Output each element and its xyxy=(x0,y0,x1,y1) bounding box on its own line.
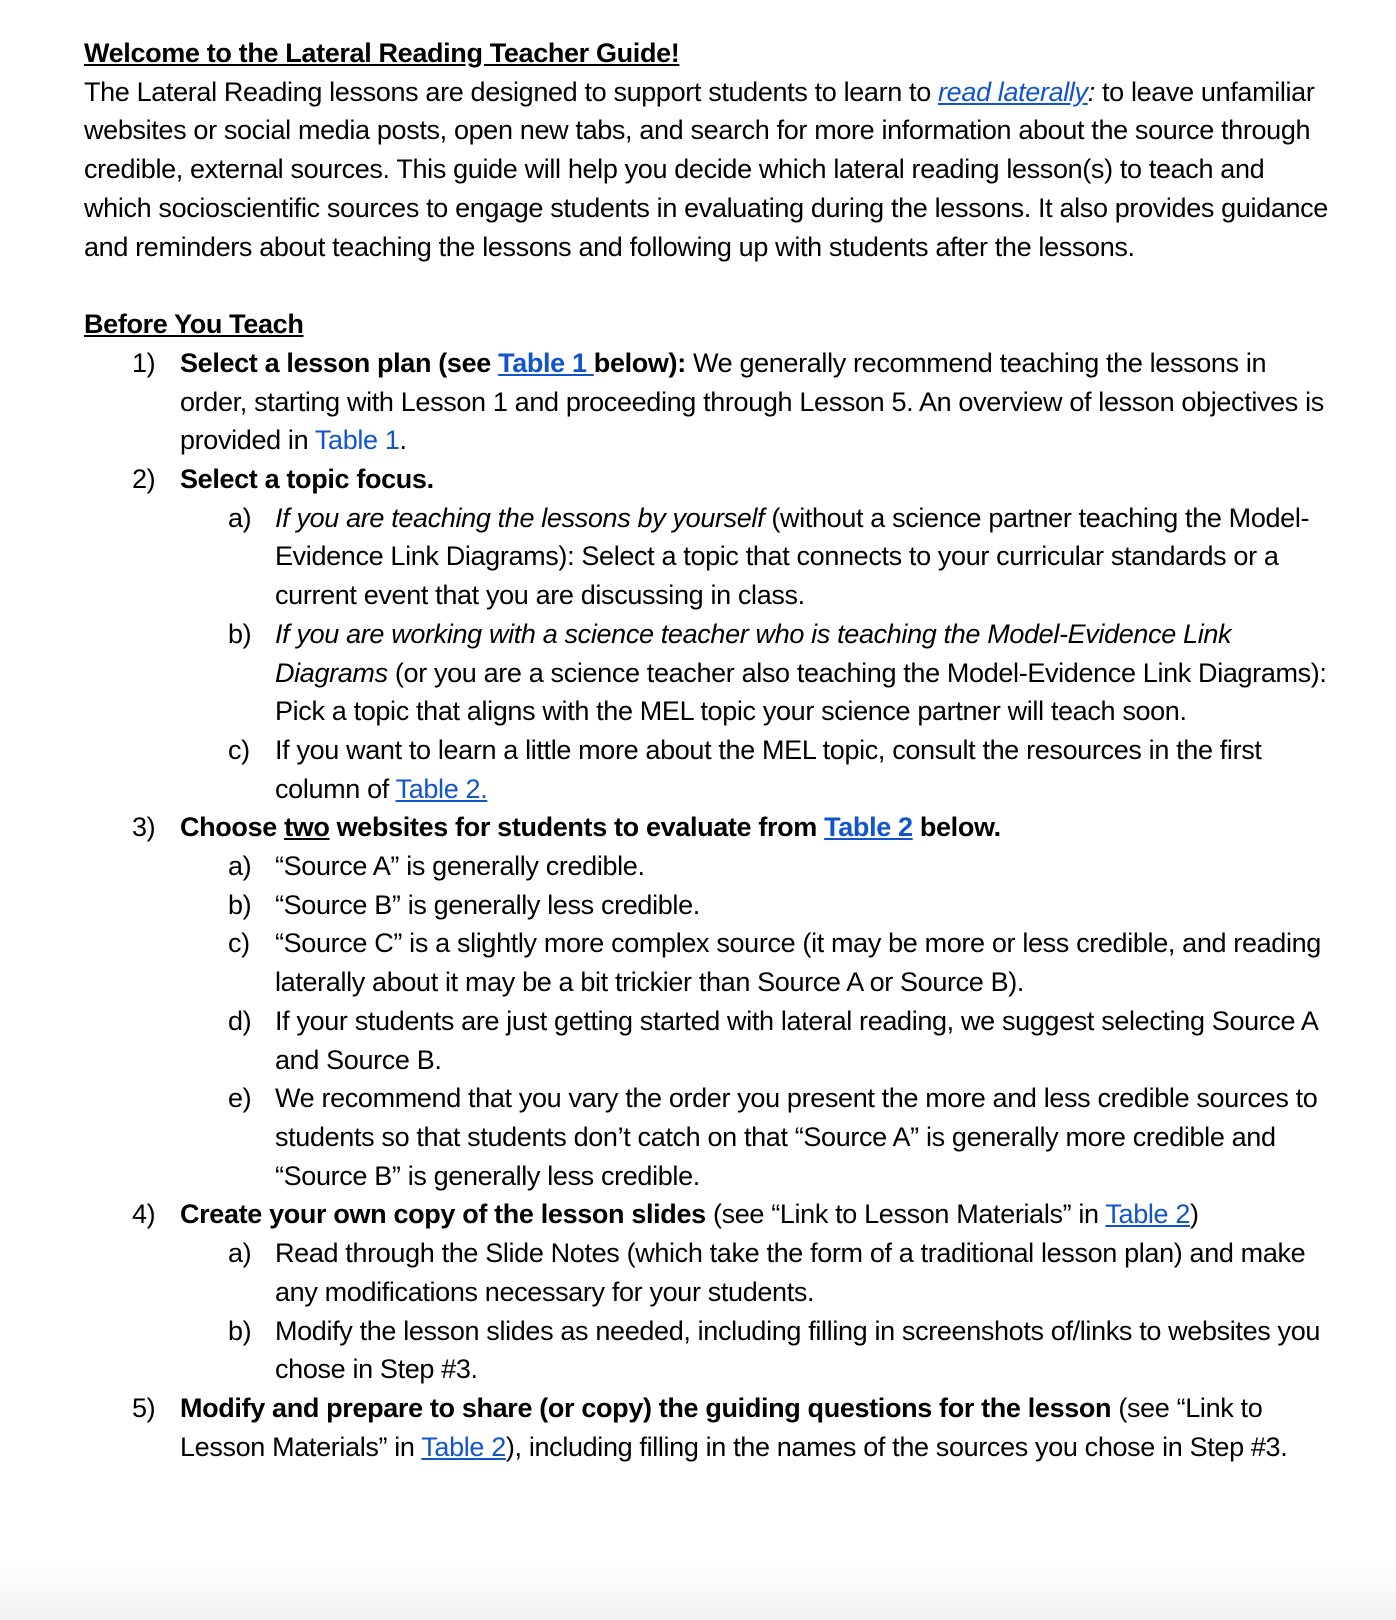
step-2 xyxy=(84,460,1334,499)
substep-letter: c) xyxy=(228,734,250,765)
step-1 xyxy=(84,344,1334,460)
step-3c-text: “Source C” is a slightly more complex source (it may be more or less credible, and reading laterally about it may be a bit trickier than Source A or Source B). xyxy=(275,928,1321,998)
step-4-heading: Create your own copy of the lesson slides xyxy=(180,1199,706,1230)
step-4a xyxy=(84,1234,1334,1311)
step-2a xyxy=(84,499,1334,615)
step-2a-italic: If you are teaching the lessons by yourself xyxy=(275,502,765,533)
substep-letter: b) xyxy=(228,618,252,649)
document-page xyxy=(84,34,1334,1466)
step-3d-text: If your students are just getting started with lateral reading, we suggest selecting Source A and Source B. xyxy=(275,1005,1318,1075)
step-3-bold-text-end: below. xyxy=(912,812,1001,843)
step-3b xyxy=(84,886,1334,925)
step-3a xyxy=(84,847,1334,886)
step-5 xyxy=(84,1389,1334,1466)
step-number: 2) xyxy=(132,464,156,495)
step-4b xyxy=(84,1312,1334,1389)
substep-letter: d) xyxy=(228,1005,252,1036)
step-2b-text: (or you are a science teacher also teaching the Model-Evidence Link Diagrams): Pick a topic that aligns with the MEL topic your science partner will teach soon. xyxy=(275,657,1327,727)
table-2-link[interactable]: Table 2 xyxy=(421,1431,506,1462)
step-4-text-end: ) xyxy=(1190,1199,1199,1230)
step-3-bold-text: Choose xyxy=(180,812,285,843)
substep-letter: a) xyxy=(228,851,252,882)
step-2c-text: If you want to learn a little more about the MEL topic, consult the resources in the first column of xyxy=(275,734,1262,804)
step-2b xyxy=(84,615,1334,731)
step-1-text-end: . xyxy=(399,425,407,456)
section-title-before-you-teach: Before You Teach xyxy=(84,309,304,340)
step-2a-text: (without a science partner teaching the Model-Evidence Link Diagrams): Select a topic that connects to your curricular standards or a current event that you are discussing in class. xyxy=(275,502,1310,611)
read-laterally-link[interactable]: read laterally xyxy=(938,76,1088,107)
step-3 xyxy=(84,808,1334,847)
step-3e xyxy=(84,1079,1334,1195)
intro-text-rest: to leave unfamiliar websites or social media posts, open new tabs, and search for more information about the source through credible, external sources. This guide will help you decide which lateral reading lesson(s) to teach and which socioscientific sources to engage students in evaluating during the lessons. It also provides guidance and reminders about teaching the lessons and following up with students after the lessons. xyxy=(84,76,1328,262)
table-1-link[interactable]: Table 1 xyxy=(498,347,594,378)
intro-paragraph xyxy=(84,73,1334,267)
document-title: Welcome to the Lateral Reading Teacher Guide! xyxy=(84,38,680,68)
substep-letter: a) xyxy=(228,502,252,533)
intro-colon: : xyxy=(1087,76,1095,107)
step-5-text: (see “Link to Lesson Materials” in xyxy=(180,1392,1263,1462)
step-3b-text: “Source B” is generally less credible. xyxy=(275,889,700,920)
step-2b-italic: If you are working with a science teacher who is teaching the Model-Evidence Link Diagrams xyxy=(275,618,1232,688)
step-1-bold-text-end: below): xyxy=(593,347,686,378)
step-4a-text: Read through the Slide Notes (which take the form of a traditional lesson plan) and make any modifications necessary for your students. xyxy=(275,1238,1306,1307)
table-2-link[interactable]: Table 2 xyxy=(824,812,913,843)
table-2-link[interactable]: Table 2. xyxy=(395,773,488,804)
substep-letter: a) xyxy=(228,1238,252,1269)
step-5-heading: Modify and prepare to share (or copy) the guiding questions for the lesson xyxy=(180,1392,1112,1423)
substep-letter: b) xyxy=(228,1315,252,1346)
intro-text: The Lateral Reading lessons are designed to support students to learn to xyxy=(84,76,939,107)
step-4-text: (see “Link to Lesson Materials” in xyxy=(705,1199,1106,1230)
step-5-text-end: ), including filling in the names of the sources you chose in Step #3. xyxy=(505,1431,1288,1462)
step-4 xyxy=(84,1195,1334,1234)
step-3-emphasis-two: two xyxy=(284,812,330,843)
step-3-bold-text-mid: websites for students to evaluate from xyxy=(329,812,825,843)
substep-letter: c) xyxy=(228,928,250,959)
spacer xyxy=(84,266,1334,305)
step-4b-text: Modify the lesson slides as needed, including filling in screenshots of/links to websites you chose in Step #3. xyxy=(275,1315,1321,1385)
table-2-link[interactable]: Table 2 xyxy=(1105,1199,1191,1230)
step-3-heading xyxy=(180,812,1001,842)
step-number: 1) xyxy=(132,347,156,378)
step-1-bold-text: Select a lesson plan (see xyxy=(180,347,499,378)
step-3d xyxy=(84,1002,1334,1079)
step-number: 4) xyxy=(132,1199,156,1230)
bottom-shadow xyxy=(0,1560,1396,1620)
steps-list xyxy=(84,344,1334,1466)
step-3e-text: We recommend that you vary the order you present the more and less credible sources to students so that students don’t catch on that “Source A” is generally more credible and “Source B” is generally less credible. xyxy=(275,1083,1318,1191)
table-1-link-secondary[interactable]: Table 1 xyxy=(314,425,400,456)
step-1-text: We generally recommend teaching the lessons in order, starting with Lesson 1 and proceeding through Lesson 5. An overview of lesson objectives is provided in xyxy=(180,347,1324,456)
step-number: 3) xyxy=(132,812,156,843)
step-3a-text: “Source A” is generally credible. xyxy=(275,851,645,882)
step-2-heading: Select a topic focus. xyxy=(180,464,434,495)
step-number: 5) xyxy=(132,1392,156,1423)
substep-letter: b) xyxy=(228,889,252,920)
substep-letter: e) xyxy=(228,1083,252,1114)
step-1-heading xyxy=(180,348,686,378)
step-2c xyxy=(84,731,1334,808)
step-3c xyxy=(84,924,1334,1001)
